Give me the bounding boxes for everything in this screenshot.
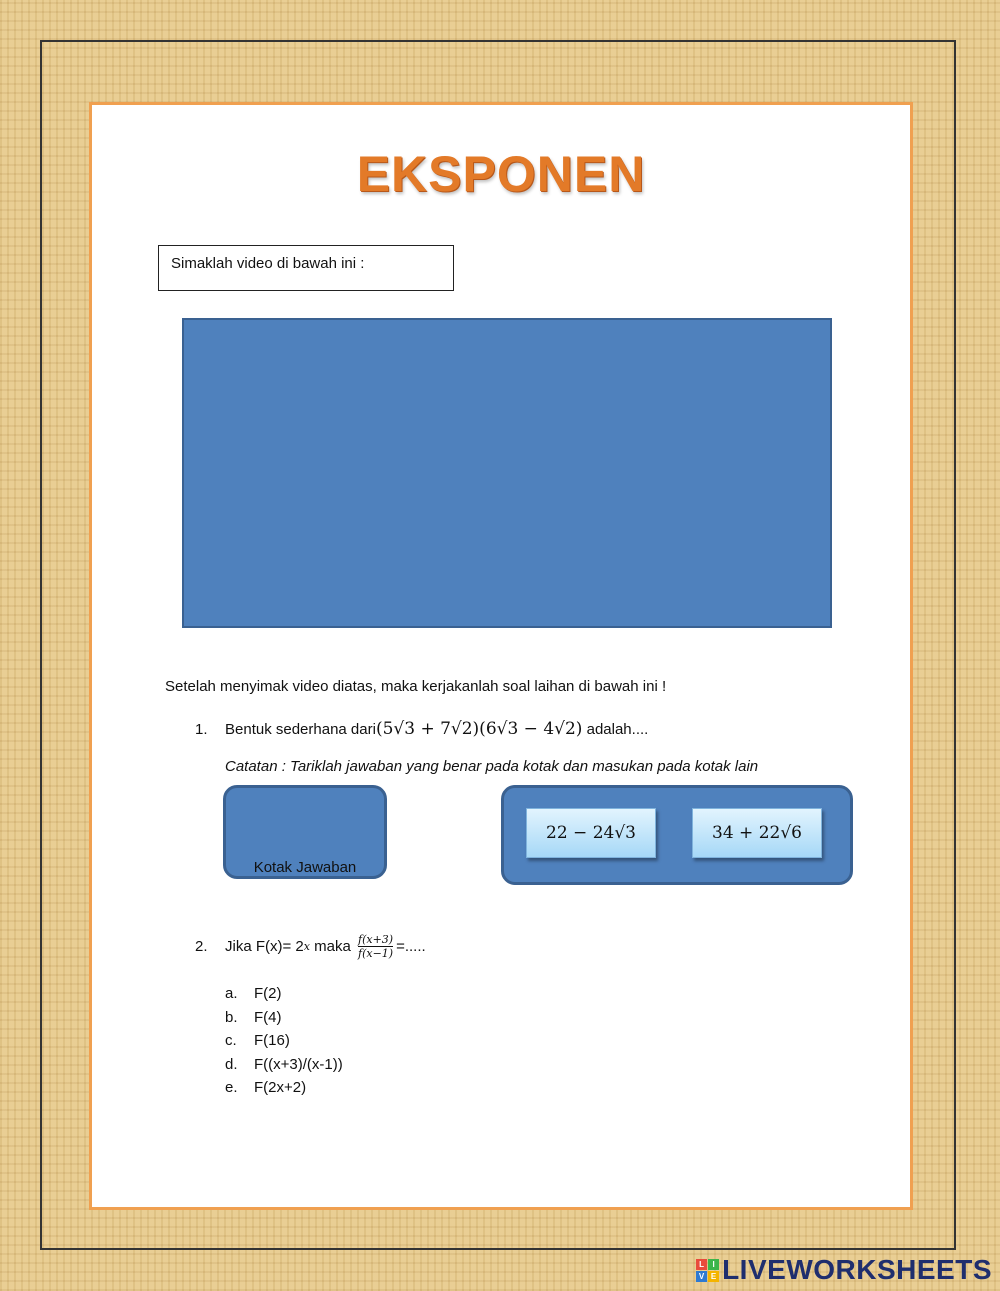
- choice-letter: b.: [225, 1008, 238, 1026]
- answer-drop-box[interactable]: [223, 785, 387, 879]
- brand-text: LIVEWORKSHEETS: [722, 1254, 992, 1285]
- answer-option-2[interactable]: 34 + 22√6: [692, 808, 822, 858]
- logo-letter-l: L: [696, 1259, 707, 1270]
- choice-text: F(16): [254, 1032, 290, 1050]
- choice-text: F((x+3)/(x-1)): [254, 1055, 343, 1073]
- instruction-box: [158, 245, 454, 291]
- question-2-number: 2.: [195, 938, 208, 956]
- question-2-suffix: =.....: [396, 938, 426, 956]
- choice-a[interactable]: [225, 982, 343, 1006]
- choice-e[interactable]: [225, 1076, 343, 1100]
- video-placeholder[interactable]: [182, 318, 832, 628]
- logo-letter-v: V: [696, 1271, 707, 1282]
- options-container: [501, 785, 853, 885]
- question-1-prefix: Bentuk sederhana dari: [225, 721, 376, 738]
- liveworksheets-logo[interactable]: [696, 1254, 992, 1286]
- question-1-number: 1.: [195, 721, 208, 738]
- choice-b[interactable]: [225, 1006, 343, 1030]
- answer-option-1[interactable]: 22 − 24√3: [526, 808, 656, 858]
- question-2-middle: maka: [309, 938, 355, 956]
- page-title: EKSPONEN: [356, 146, 646, 202]
- choice-letter: d.: [225, 1055, 238, 1073]
- question-2: [195, 933, 426, 960]
- question-1-expression: (5√3 + 7√2)(6√3 − 4√2): [375, 719, 583, 739]
- choice-c[interactable]: [225, 1029, 343, 1053]
- question-1-suffix: adalah....: [582, 721, 649, 738]
- intro-text: Setelah menyimak video diatas, maka kerjakanlah soal laihan di bawah ini !: [165, 678, 667, 695]
- choice-d[interactable]: [225, 1053, 343, 1077]
- fraction-denominator: f(x−1): [358, 947, 394, 961]
- instruction-text: Simaklah video di bawah ini :: [171, 255, 365, 272]
- question-2-fraction: [358, 933, 393, 960]
- question-2-choices: [225, 982, 343, 1100]
- logo-letter-e: E: [708, 1271, 719, 1282]
- question-1: [195, 719, 648, 739]
- choice-letter: c.: [225, 1032, 237, 1050]
- question-2-exponent: x: [303, 940, 310, 954]
- fraction-numerator: f(x+3): [358, 933, 394, 946]
- choice-text: F(2): [254, 985, 282, 1003]
- question-2-prefix: Jika F(x)= 2: [225, 938, 304, 956]
- choice-letter: e.: [225, 1079, 238, 1097]
- choice-letter: a.: [225, 985, 238, 1003]
- worksheet-page: [89, 102, 913, 1210]
- logo-letter-i: I: [708, 1259, 719, 1270]
- liveworksheets-icon: [696, 1259, 719, 1282]
- answer-box-label: Kotak Jawaban: [253, 859, 357, 876]
- choice-text: F(2x+2): [254, 1079, 307, 1097]
- choice-text: F(4): [254, 1008, 282, 1026]
- question-1-note: Catatan : Tariklah jawaban yang benar pada kotak dan masukan pada kotak lain: [225, 758, 759, 775]
